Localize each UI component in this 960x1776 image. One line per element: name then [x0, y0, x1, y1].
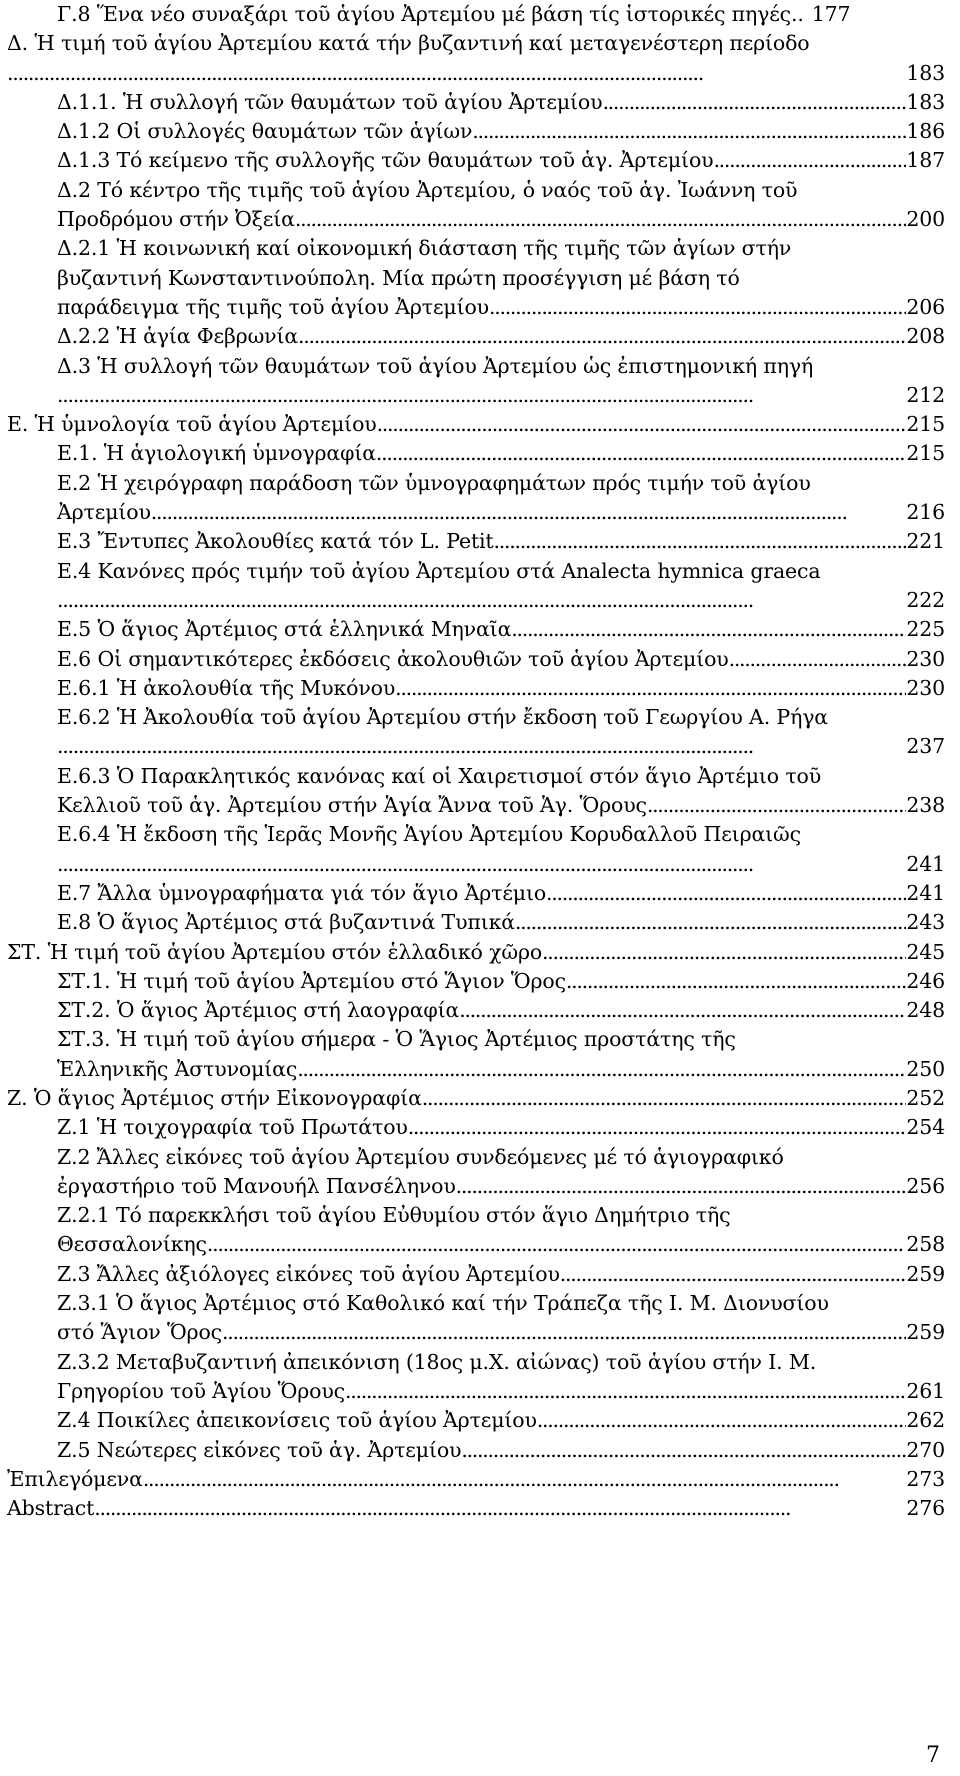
toc-entry-title: ΣΤ. Ἡ τιμή τοῦ ἁγίου Ἀρτεμίου στόν ἑλλαδικό χῶρο — [7, 939, 543, 964]
dot-leader — [377, 410, 907, 439]
toc-entry-leader-line — [57, 996, 945, 1025]
toc-entry-leader-line — [57, 1230, 945, 1259]
dot-leader — [297, 1055, 906, 1084]
toc-entry-title: Δ.1.1. Ἡ συλλογή τῶν θαυμάτων τοῦ ἁγίου Ἀρτεμίου — [57, 89, 603, 114]
dot-leader — [422, 1084, 907, 1113]
toc-entry-leader-line — [7, 938, 945, 967]
toc-entry — [7, 146, 945, 175]
toc-entry-leader-line — [57, 1113, 945, 1142]
toc-entry-leader-line — [57, 1377, 945, 1406]
toc-entry-title-line: Ε.6.3 Ὁ Παρακλητικός κανόνας καί οἱ Χαιρετισμοί στόν ἅγιο Ἀρτέμιο τοῦ — [57, 763, 822, 788]
toc-entry — [7, 996, 945, 1025]
toc-entry-page: 212 — [906, 382, 945, 407]
toc-entry-page: 261 — [906, 1378, 945, 1403]
page-number: 7 — [926, 1743, 940, 1768]
dot-leader — [408, 1113, 907, 1142]
toc-entry-page: 250 — [906, 1056, 945, 1081]
toc-entry-leader-line — [57, 674, 945, 703]
dot-leader — [456, 1172, 907, 1201]
toc-entry-title: Ἑλληνικῆς Ἀστυνομίας — [57, 1056, 298, 1081]
toc-entry — [7, 0, 945, 29]
dot-leader — [537, 1406, 906, 1435]
toc-entry-page: 276 — [906, 1496, 945, 1521]
dot-leader — [566, 967, 906, 996]
toc-entry-title-line: Δ. Ἡ τιμή τοῦ ἁγίου Ἀρτεμίου κατά τήν βυζαντινή καί μεταγενέστερη περίοδο — [7, 31, 810, 56]
toc-entry — [7, 938, 945, 967]
toc-entry-title: Ζ.3 Ἄλλες ἀξιόλογες εἰκόνες τοῦ ἁγίου Ἀρτεμίου — [57, 1261, 560, 1286]
toc-entry-leader-line — [57, 1406, 945, 1435]
toc-entry-title: Ζ.5 Νεώτερες εἰκόνες τοῦ ἁγ. Ἀρτεμίου — [57, 1437, 462, 1462]
toc-entry — [7, 1348, 945, 1407]
toc-entry-page: 183 — [906, 89, 945, 114]
table-of-contents — [7, 0, 945, 1523]
dot-leader — [542, 938, 906, 967]
toc-entry — [7, 557, 945, 616]
toc-entry-title: Δ.2.2 Ἡ ἁγία Φεβρωνία — [57, 324, 299, 349]
toc-entry-title: στό Ἅγιον Ὅρος — [57, 1320, 222, 1345]
toc-entry-page: 183 — [906, 60, 945, 85]
dot-leader — [494, 527, 907, 556]
dot-leader — [222, 1318, 906, 1347]
dot-leader — [459, 996, 906, 1025]
toc-entry-leader-line — [57, 381, 945, 410]
toc-entry — [7, 879, 945, 908]
dot-leader — [345, 1377, 906, 1406]
dot-leader — [515, 908, 906, 937]
toc-entry — [7, 615, 945, 644]
toc-entry-title: Ζ.1 Ἡ τοιχογραφία τοῦ Πρωτάτου — [57, 1115, 408, 1140]
toc-entry-page: 241 — [906, 851, 945, 876]
dot-leader — [143, 1465, 907, 1494]
toc-entry — [7, 117, 945, 146]
toc-entry-title: Ε.7 Ἄλλα ὑμνογραφήματα γιά τόν ἅγιο Ἀρτέμιο — [57, 880, 547, 905]
toc-entry-title: Γ.8 Ἕνα νέο συναξάρι τοῦ ἁγίου Ἀρτεμίου μέ βάση τίς ἱστορικές πηγές.. — [57, 2, 804, 26]
toc-entry — [7, 674, 945, 703]
toc-entry-leader-line — [57, 527, 945, 556]
toc-entry-leader-line — [57, 586, 945, 615]
toc-entry-leader-line — [57, 0, 945, 29]
toc-entry-page: 273 — [906, 1466, 945, 1491]
toc-entry-leader-line — [7, 1084, 945, 1113]
toc-entry — [7, 352, 945, 411]
toc-entry — [7, 469, 945, 528]
toc-entry — [7, 820, 945, 879]
toc-entry-page: 245 — [906, 939, 945, 964]
toc-entry-leader-line — [57, 1318, 945, 1347]
toc-entry-title: Ζ. Ὁ ἅγιος Ἀρτέμιος στήν Εἰκονογραφία — [7, 1085, 422, 1110]
toc-entry-title-line: Ζ.2 Ἄλλες εἰκόνες τοῦ ἁγίου Ἀρτεμίου συνδεόμενες μέ τό ἁγιογραφικό — [57, 1144, 784, 1169]
toc-entry — [7, 1494, 945, 1523]
toc-entry-leader-line — [57, 205, 945, 234]
toc-entry-title: Ε.3 Ἔντυπες Ἀκολουθίες κατά τόν L. Petit — [57, 529, 494, 554]
toc-entry — [7, 1289, 945, 1348]
dot-leader — [295, 205, 906, 234]
toc-entry-title: ΣΤ.2. Ὁ ἅγιος Ἀρτέμιος στή λαογραφία — [57, 998, 460, 1023]
toc-entry-title: Δ.1.2 Οἱ συλλογές θαυμάτων τῶν ἁγίων — [57, 119, 473, 144]
toc-entry-title: παράδειγμα τῆς τιμῆς τοῦ ἁγίου Ἀρτεμίου — [57, 294, 489, 319]
toc-entry-page: 252 — [906, 1085, 945, 1110]
toc-entry — [7, 703, 945, 762]
toc-entry-title: Ε.8 Ὁ ἅγιος Ἀρτέμιος στά βυζαντινά Τυπικά — [57, 910, 515, 935]
dot-leader — [511, 615, 906, 644]
dot-leader — [207, 1230, 906, 1259]
toc-entry-title: Ἀρτεμίου — [57, 500, 151, 525]
toc-entry-page: 254 — [906, 1115, 945, 1140]
toc-entry-page: 215 — [906, 412, 945, 437]
dot-leader — [560, 1260, 907, 1289]
dot-leader — [472, 117, 906, 146]
toc-entry-page: 259 — [906, 1261, 945, 1286]
toc-entry — [7, 322, 945, 351]
toc-entry-title-line: βυζαντινή Κωνσταντινούπολη. Μία πρώτη προσέγγιση μέ βάση τό — [57, 265, 740, 290]
toc-entry-leader-line — [57, 117, 945, 146]
toc-entry-leader-line — [57, 732, 945, 761]
toc-entry-page: 238 — [906, 793, 945, 818]
toc-entry-page: 177 — [811, 2, 851, 26]
dot-leader — [94, 1494, 906, 1523]
toc-entry-title: Ε.6 Οἱ σημαντικότερες ἐκδόσεις ἀκολουθιῶν τοῦ ἁγίου Ἀρτεμίου — [57, 646, 729, 671]
toc-entry-title-line: Ζ.3.1 Ὁ ἅγιος Ἀρτέμιος στό Καθολικό καί τήν Τράπεζα τῆς Ι. Μ. Διονυσίου — [57, 1291, 829, 1316]
toc-entry-title-line: Ε.6.4 Ἡ ἔκδοση τῆς Ἱερᾶς Μονῆς Ἁγίου Ἀρτεμίου Κορυδαλλοῦ Πειραιῶς — [57, 822, 801, 847]
toc-entry-page: 241 — [906, 880, 945, 905]
toc-entry-leader-line — [57, 439, 945, 468]
toc-entry-title: Ἐπιλεγόμενα — [7, 1466, 143, 1491]
toc-entry — [7, 439, 945, 468]
toc-entry-title: Abstract — [7, 1496, 95, 1521]
dot-leader — [7, 59, 906, 88]
dot-leader — [461, 1436, 906, 1465]
toc-entry-page: 208 — [906, 324, 945, 349]
toc-entry-leader-line — [57, 88, 945, 117]
toc-entry-title-line: Δ.2 Τό κέντρο τῆς τιμῆς τοῦ ἁγίου Ἀρτεμίου, ὁ ναός τοῦ ἁγ. Ἰωάννη τοῦ — [57, 177, 798, 202]
toc-entry-leader-line — [57, 293, 945, 322]
toc-entry-page: 262 — [906, 1408, 945, 1433]
toc-entry-title-line: Ε.6.2 Ἡ Ἀκολουθία τοῦ ἁγίου Ἀρτεμίου στήν ἔκδοση τοῦ Γεωργίου Α. Ρήγα — [57, 705, 828, 730]
dot-leader — [713, 146, 906, 175]
toc-entry-title: Κελλιοῦ τοῦ ἁγ. Ἀρτεμίου στήν Ἁγία Ἄννα τοῦ Ἁγ. Ὅρους — [57, 793, 647, 818]
toc-entry-leader-line — [57, 1055, 945, 1084]
toc-entry-leader-line — [57, 1436, 945, 1465]
toc-entry — [7, 762, 945, 821]
toc-entry-title-line: Δ.3 Ἡ συλλογή τῶν θαυμάτων τοῦ ἁγίου Ἀρτεμίου ὡς ἐπιστημονική πηγή — [57, 353, 814, 378]
toc-entry-leader-line — [7, 1465, 945, 1494]
toc-entry — [7, 645, 945, 674]
toc-entry — [7, 1025, 945, 1084]
toc-entry-leader-line — [57, 645, 945, 674]
dot-leader — [151, 498, 907, 527]
toc-entry-title: Ζ.4 Ποικίλες ἀπεικονίσεις τοῦ ἁγίου Ἀρτεμίου — [57, 1408, 537, 1433]
toc-entry-title-line: Ε.2 Ἡ χειρόγραφη παράδοση τῶν ὑμνογραφημάτων πρός τιμήν τοῦ ἁγίου — [57, 470, 811, 495]
toc-entry — [7, 410, 945, 439]
toc-entry-title: Γρηγορίου τοῦ Ἁγίου Ὅρους — [57, 1378, 345, 1403]
toc-entry-title-line: Ζ.2.1 Τό παρεκκλήσι τοῦ ἁγίου Εὐθυμίου στόν ἅγιο Δημήτριο τῆς — [57, 1203, 731, 1228]
toc-entry — [7, 1201, 945, 1260]
toc-entry — [7, 1260, 945, 1289]
toc-entry-page: 246 — [906, 968, 945, 993]
toc-entry-title-line: Ε.4 Κανόνες πρός τιμήν τοῦ ἁγίου Ἀρτεμίου στά Analecta hymnica graeca — [57, 558, 821, 583]
dot-leader — [546, 879, 906, 908]
toc-entry — [7, 29, 945, 88]
dot-leader — [602, 88, 906, 117]
toc-entry-leader-line — [57, 879, 945, 908]
toc-entry-title: Θεσσαλονίκης — [57, 1232, 207, 1257]
toc-entry-leader-line — [57, 850, 945, 879]
toc-entry-title: Ε.6.1 Ἡ ἀκολουθία τῆς Μυκόνου — [57, 675, 396, 700]
toc-entry-page: 200 — [906, 207, 945, 232]
dot-leader — [57, 586, 906, 615]
toc-entry-leader-line — [57, 146, 945, 175]
toc-entry-page: 206 — [906, 294, 945, 319]
toc-entry-leader-line — [57, 1260, 945, 1289]
toc-entry-leader-line — [57, 791, 945, 820]
toc-entry-title: ἐργαστήριο τοῦ Μανουήλ Πανσέληνου — [57, 1173, 456, 1198]
toc-entry-leader-line — [57, 967, 945, 996]
toc-entry-leader-line — [57, 908, 945, 937]
toc-entry — [7, 1465, 945, 1494]
dot-leader — [729, 645, 907, 674]
toc-entry-leader-line — [57, 322, 945, 351]
toc-entry-page: 221 — [906, 529, 945, 554]
toc-entry-leader-line — [7, 1494, 945, 1523]
toc-entry-page: 187 — [906, 148, 945, 173]
toc-entry-page: 248 — [906, 998, 945, 1023]
toc-entry-page: 216 — [906, 500, 945, 525]
toc-entry-page: 258 — [906, 1232, 945, 1257]
toc-entry-title-line: Δ.2.1 Ἡ κοινωνική καί οἰκονομική διάσταση τῆς τιμῆς τῶν ἁγίων στήν — [57, 236, 792, 261]
toc-entry-page: 259 — [906, 1320, 945, 1345]
toc-entry — [7, 1406, 945, 1435]
toc-entry-page: 237 — [906, 734, 945, 759]
toc-entry — [7, 527, 945, 556]
toc-entry-page: 230 — [906, 675, 945, 700]
dot-leader — [298, 322, 906, 351]
toc-entry-page: 225 — [906, 617, 945, 642]
toc-entry-page: 186 — [906, 119, 945, 144]
toc-entry — [7, 1143, 945, 1202]
dot-leader — [647, 791, 906, 820]
toc-entry-leader-line — [7, 59, 945, 88]
toc-entry-title: Προδρόμου στήν Ὀξεία — [57, 207, 295, 232]
toc-entry-leader-line — [57, 498, 945, 527]
dot-leader — [57, 850, 906, 879]
toc-entry — [7, 908, 945, 937]
dot-leader — [57, 381, 906, 410]
toc-entry-page: 256 — [906, 1173, 945, 1198]
toc-entry — [7, 176, 945, 235]
toc-entry-title: ΣΤ.1. Ἡ τιμή τοῦ ἁγίου Ἀρτεμίου στό Ἅγιον Ὅρος — [57, 968, 566, 993]
toc-entry — [7, 1084, 945, 1113]
toc-entry-title-line: ΣΤ.3. Ἡ τιμή τοῦ ἁγίου σήμερα - Ὁ Ἅγιος Ἀρτέμιος προστάτης τῆς — [57, 1027, 736, 1052]
toc-entry-title: Ε. Ἡ ὑμνολογία τοῦ ἁγίου Ἀρτεμίου — [7, 412, 377, 437]
dot-leader — [376, 439, 906, 468]
toc-entry-title: Ε.1. Ἡ ἁγιολογική ὑμνογραφία — [57, 441, 376, 466]
toc-entry — [7, 88, 945, 117]
toc-entry — [7, 234, 945, 322]
toc-entry-page: 243 — [906, 910, 945, 935]
toc-entry-title: Δ.1.3 Τό κείμενο τῆς συλλογῆς τῶν θαυμάτων τοῦ ἁγ. Ἀρτεμίου — [57, 148, 714, 173]
toc-entry — [7, 967, 945, 996]
toc-entry-page: 270 — [906, 1437, 945, 1462]
dot-leader — [57, 732, 906, 761]
toc-entry-leader-line — [57, 615, 945, 644]
toc-entry-page: 215 — [906, 441, 945, 466]
toc-entry-title-line: Ζ.3.2 Μεταβυζαντινή ἀπεικόνιση (18ος μ.Χ. αἰώνας) τοῦ ἁγίου στήν Ι. Μ. — [57, 1349, 817, 1374]
toc-entry-page: 230 — [906, 646, 945, 671]
toc-entry-leader-line — [57, 1172, 945, 1201]
toc-entry — [7, 1436, 945, 1465]
toc-entry-title: Ε.5 Ὁ ἅγιος Ἀρτέμιος στά ἑλληνικά Μηναῖα — [57, 617, 512, 642]
toc-entry-page: 222 — [906, 587, 945, 612]
dot-leader — [395, 674, 906, 703]
toc-entry-leader-line — [7, 410, 945, 439]
toc-entry — [7, 1113, 945, 1142]
dot-leader — [489, 293, 906, 322]
